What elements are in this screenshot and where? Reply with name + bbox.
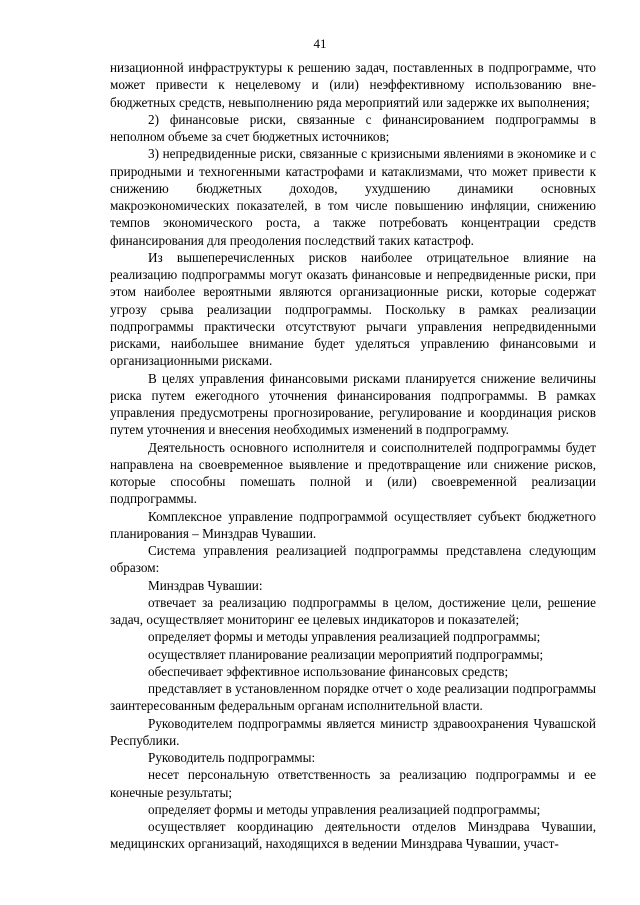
paragraph: Деятельность основного исполнителя и соисполнителей подпрограммы будет направлена на своевременное выявление и предотвращение или снижение рисков, которые способны помешать полной и (или) своевременной реализации подпрограммы.: [110, 439, 596, 507]
paragraph: В целях управления финансовыми рисками планируется снижение величины риска путем ежегодного уточнения финансирования подпрограммы. В рамках управления предусмотрены прогнозирование, регулирование и координация рисков путем уточнения и внесения необходимых изменений в подпрограмму.: [110, 370, 596, 438]
paragraph: низационной инфраструктуры к решению задач, поставленных в подпрограмме, что может привести к нецелевому и (или) неэффективному использованию вне-бюджетных средств, невыполнению ряда мероприятий или задержке их выполнения;: [110, 60, 596, 110]
paragraph: обеспечивает эффективное использование финансовых средств;: [148, 663, 509, 679]
paragraph: 2) финансовые риски, связанные с финансированием подпрограммы в неполном объеме за счет бюджетных источников;: [110, 111, 596, 144]
paragraph: определяет формы и методы управления реализацией подпрограммы;: [148, 801, 541, 817]
paragraph: Комплексное управление подпрограммой осуществляет субъект бюджетного планирования – Минздрав Чувашии.: [110, 508, 596, 541]
paragraph: определяет формы и методы управления реализацией подпрограммы;: [148, 629, 541, 645]
paragraph: представляет в установленном порядке отчет о ходе реализации подпрограммы заинтересованным федеральным органам исполнительной власти.: [110, 681, 596, 714]
paragraph: Из вышеперечисленных рисков наиболее отрицательное влияние на реализацию подпрограммы могут оказать финансовые и непредвиденные риски, при этом наиболее вероятными являются организационные риски, которые содержат угрозу срыва реализации подпрограммы. Поскольку в рамках реализации подпрограммы практически отсутствуют рычаги управления непредвиденными рисками, наибольшее внимание будет уделяться управлению финансовыми и организационными рисками.: [110, 249, 596, 369]
body-text: [110, 59, 596, 853]
paragraph: Руководителем подпрограммы является министр здравоохранения Чувашской Республики.: [110, 715, 596, 748]
page-number: 41: [313, 36, 327, 51]
paragraph: отвечает за реализацию подпрограммы в целом, достижение цели, решение задач, осуществляет мониторинг ее целевых индикаторов и показателей;: [110, 594, 596, 627]
paragraph: Минздрав Чувашии:: [148, 577, 263, 593]
paragraph: осуществляет координацию деятельности отделов Минздрава Чувашии, медицинских организаций, находящихся в ведении Минздрава Чувашии, участ-: [110, 819, 596, 852]
paragraph: Система управления реализацией подпрограммы представлена следующим образом:: [110, 543, 596, 576]
paragraph: несет персональную ответственность за реализацию подпрограммы и ее конечные результаты;: [110, 767, 596, 800]
paragraph: Руководитель подпрограммы:: [148, 750, 316, 765]
paragraph: 3) непредвиденные риски, связанные с кризисными явлениями в экономике и с природными и техногенными катастрофами и катаклизмами, что может привести к снижению бюджетных доходов, ухудшению динамики основных макроэкономических показателей, в том числе повышению инфляции, снижению темпов экономического роста, а также потребовать концентрации средств финансирования для преодоления последствий таких катастроф.: [110, 146, 596, 248]
paragraph: осуществляет планирование реализации мероприятий подпрограммы;: [148, 646, 544, 662]
